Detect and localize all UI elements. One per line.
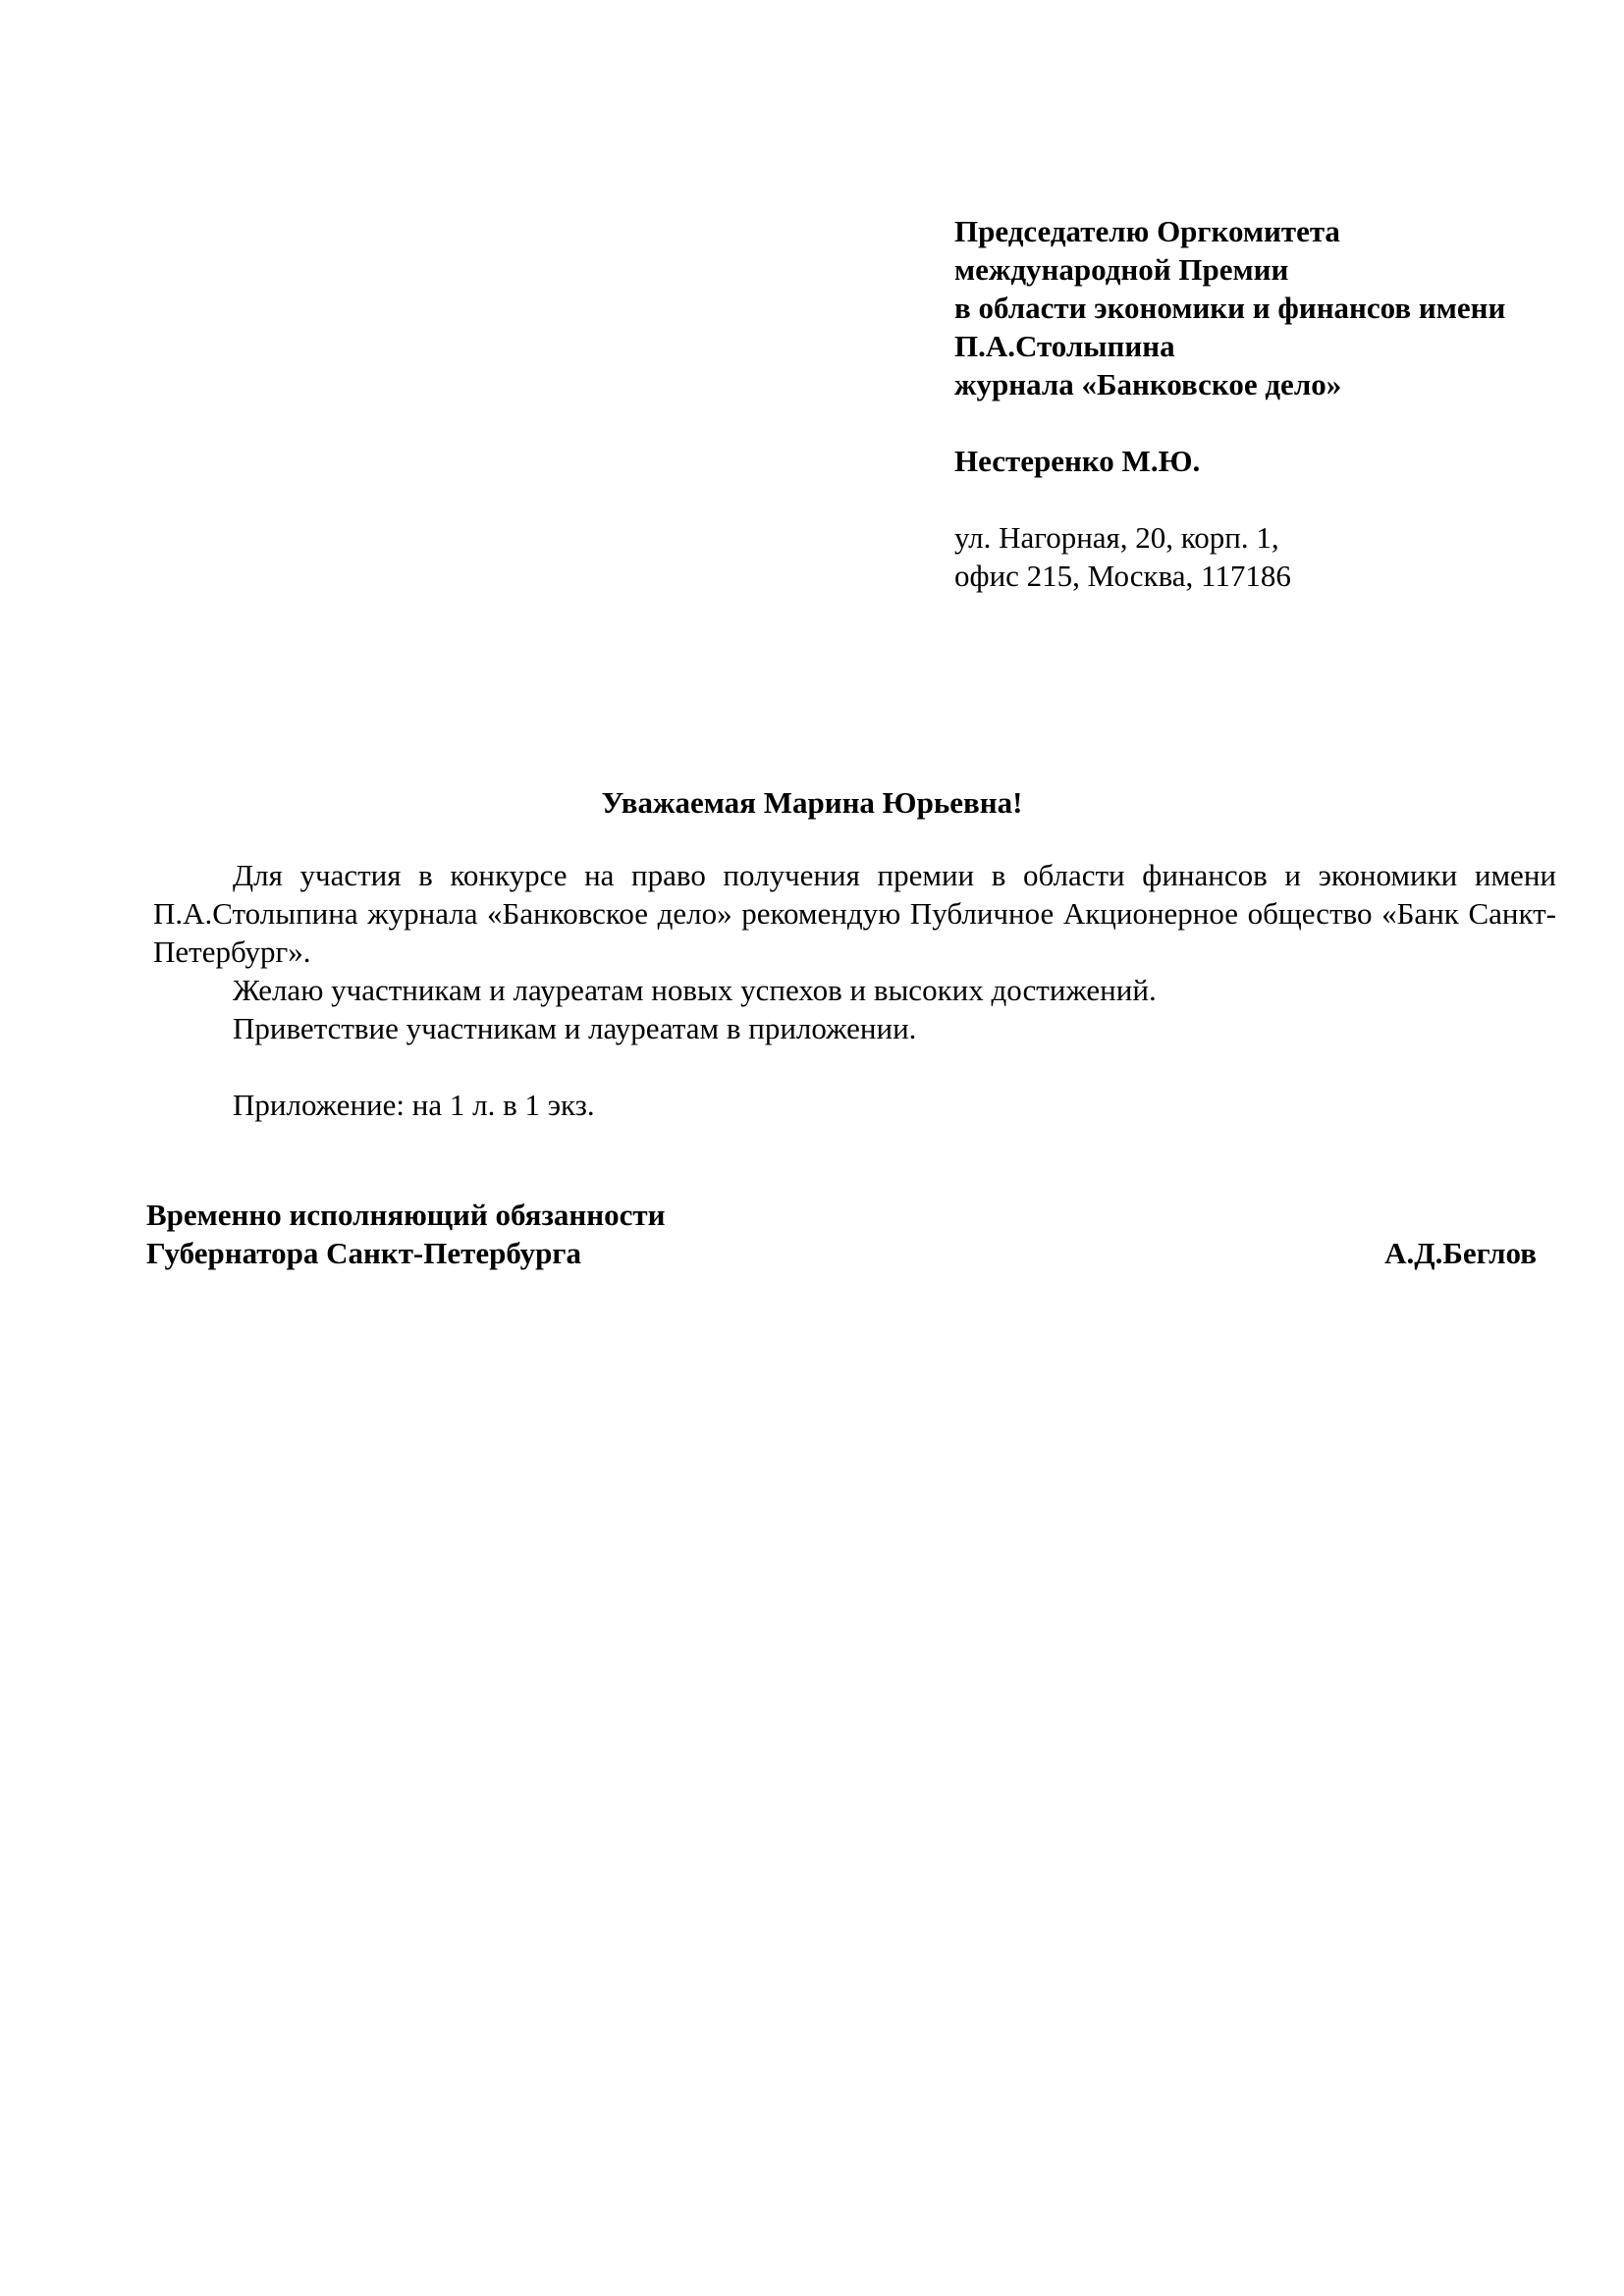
signatory-position <box>146 1196 665 1272</box>
address-line: ул. Нагорная, 20, корп. 1, <box>954 520 1279 555</box>
addressee-line: в области экономики и финансов имени <box>954 291 1506 325</box>
addressee-line: П.А.Столыпина <box>954 329 1175 363</box>
body-paragraph: Приветствие участникам и лауреатам в приложении. <box>233 1011 917 1045</box>
addressee-line: Председателю Оргкомитета <box>954 214 1340 248</box>
letter-body <box>153 856 1556 1047</box>
position-line: Временно исполняющий обязанности <box>146 1198 666 1232</box>
addressee-line: журнала «Банковское дело» <box>954 367 1342 401</box>
signer-name: А.Д.Беглов <box>1384 1236 1537 1270</box>
salutation: Уважаемая Марина Юрьевна! <box>601 785 1023 820</box>
addressee-line: международной Премии <box>954 252 1289 287</box>
recipient-name: Нестеренко М.Ю. <box>954 444 1201 478</box>
position-line: Губернатора Санкт-Петербурга <box>146 1236 581 1270</box>
address-line: офис 215, Москва, 117186 <box>954 559 1291 593</box>
body-paragraph: Желаю участникам и лауреатам новых успехов и высоких достижений. <box>233 973 1157 1007</box>
recipient-address <box>954 518 1291 595</box>
attachment-note: Приложение: на 1 л. в 1 экз. <box>233 1088 595 1122</box>
body-paragraph: Для участия в конкурсе на право получения премии в области финансов и экономики имени П.А.Столыпина журнала «Банковское дело» рекомендую Публичное Акционерное общество «Банк Санкт-Петербург». <box>153 858 1556 969</box>
addressee-block <box>954 212 1593 403</box>
